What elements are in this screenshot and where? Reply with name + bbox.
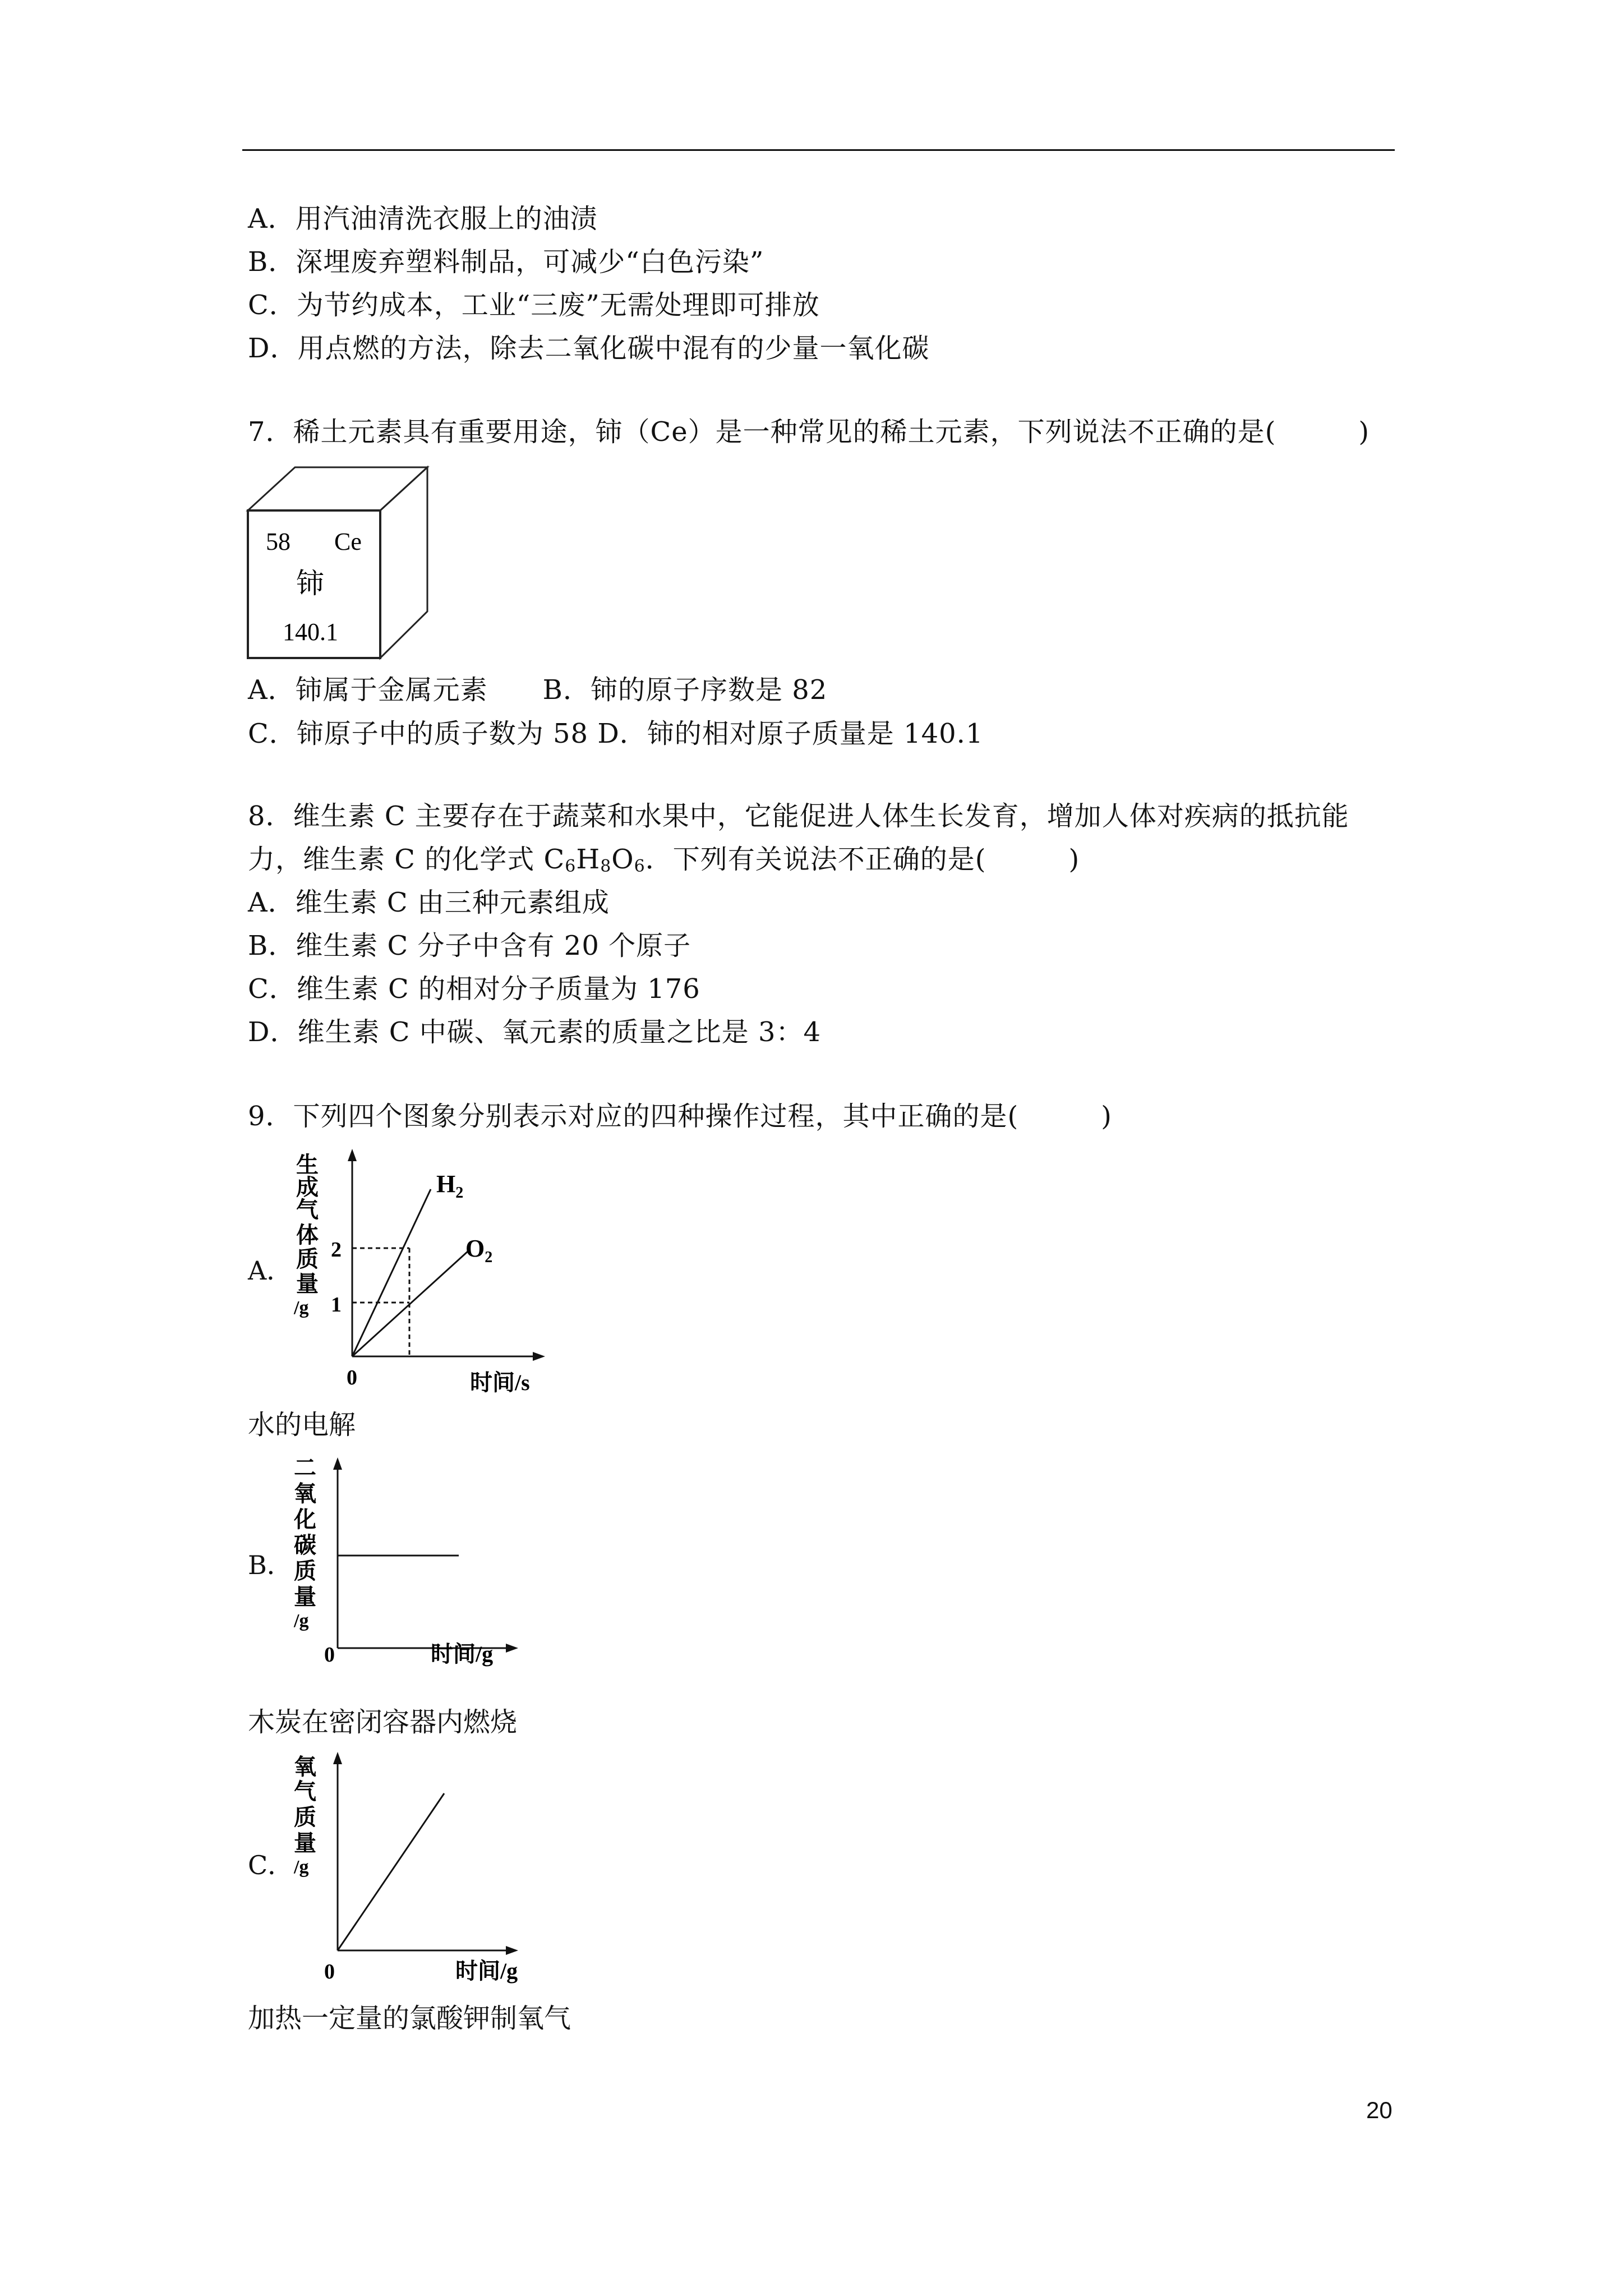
graph-a-ylabel-char: 质 xyxy=(296,1246,319,1272)
h2-label: $H_2$ xyxy=(436,1170,464,1202)
graph-a-ylabel-char: 成 xyxy=(296,1175,319,1200)
graph-a-tick-2: 2 xyxy=(331,1238,342,1262)
q8-option-b: B．维生素 C 分子中含有 20 个原子 xyxy=(248,930,691,961)
graph-a-ylabel-char: 体 xyxy=(296,1222,319,1248)
graph-b-charcoal-combustion xyxy=(292,1453,533,1688)
graph-b-yunit: /g xyxy=(294,1611,309,1631)
q6-option-d: D．用点燃的方法，除去二氧化碳中混有的少量一氧化碳 xyxy=(248,333,930,364)
element-cell-cerium xyxy=(245,463,435,665)
graph-a-water-electrolysis xyxy=(292,1144,555,1402)
graph-a-label: A． xyxy=(248,1255,293,1286)
element-name: 铈 xyxy=(296,568,324,599)
o2-label: $O_2$ xyxy=(465,1235,493,1266)
q8-stem-line2: 力，维生素 C 的化学式 $C_6H_8O_6$．下列有关说法不正确的是( ) xyxy=(248,844,1080,876)
graph-b-ylabel-char: 氧 xyxy=(294,1481,316,1506)
graph-a-xlabel: 时间/s xyxy=(470,1370,530,1395)
q7-stem: 7．稀土元素具有重要用途，铈（Ce）是一种常见的稀土元素，下列说法不正确的是( ) xyxy=(248,416,1370,448)
graph-b-ylabel-char: 二 xyxy=(294,1455,316,1480)
atomic-number: 58 xyxy=(266,528,291,555)
graph-b-ylabel-char: 量 xyxy=(294,1584,316,1609)
q8-option-d: D．维生素 C 中碳、氧元素的质量之比是 3：4 xyxy=(248,1016,822,1048)
q9-stem: 9．下列四个图象分别表示对应的四种操作过程，其中正确的是( ) xyxy=(248,1101,1112,1132)
q8-option-c: C．维生素 C 的相对分子质量为 176 xyxy=(248,973,700,1005)
graph-a-caption: 水的电解 xyxy=(248,1409,356,1441)
graph-c-ylabel-char: 气 xyxy=(294,1779,316,1804)
graph-c-caption: 加热一定量的氯酸钾制氧气 xyxy=(248,2003,571,2034)
page-number: 20 xyxy=(1366,2097,1393,2123)
graph-a-ylabel-char: 量 xyxy=(296,1271,319,1296)
graph-a-ylabel-char: 生 xyxy=(296,1152,319,1177)
q6-option-c: C．为节约成本，工业“三废”无需处理即可排放 xyxy=(248,289,820,321)
graph-c-label: C． xyxy=(248,1850,294,1880)
q7-options-line1: A．铈属于金属元素 B．铈的原子序数是 82 xyxy=(248,674,828,706)
atomic-mass: 140.1 xyxy=(283,618,338,646)
graph-b-xlabel: 时间/g xyxy=(431,1641,494,1667)
graph-c-yunit: /g xyxy=(294,1857,309,1878)
graph-b-label: B． xyxy=(248,1550,293,1580)
graph-b-ylabel-char: 化 xyxy=(294,1507,316,1532)
q8-stem-line1: 8．维生素 C 主要存在于蔬菜和水果中，它能促进人体生长发育，增加人体对疾病的抵抗能 xyxy=(248,800,1349,832)
q7-options-line2: C．铈原子中的质子数为 58 D．铈的相对原子质量是 140.1 xyxy=(248,718,984,749)
q8-option-a: A．维生素 C 由三种元素组成 xyxy=(248,887,610,918)
graph-a-tick-1: 1 xyxy=(331,1293,342,1317)
graph-b-caption: 木炭在密闭容器内燃烧 xyxy=(248,1706,518,1738)
graph-c-ylabel-char: 量 xyxy=(294,1830,316,1856)
oxygen-mass-line xyxy=(338,1793,444,1950)
graph-c-xlabel: 时间/g xyxy=(455,1958,518,1984)
q6-option-a: A．用汽油清洗衣服上的油渍 xyxy=(248,203,598,234)
graph-c-ylabel-char: 质 xyxy=(294,1805,316,1830)
graph-b-ylabel-char: 碳 xyxy=(294,1533,316,1558)
header-rule xyxy=(242,149,1395,151)
graph-c-origin: 0 xyxy=(324,1960,335,1984)
graph-a-yunit: /g xyxy=(294,1297,309,1318)
graph-b-origin: 0 xyxy=(324,1643,335,1667)
graph-b-ylabel-char: 质 xyxy=(294,1558,316,1584)
element-symbol: Ce xyxy=(334,528,362,555)
graph-c-ylabel-char: 氧 xyxy=(294,1754,316,1779)
graph-a-origin: 0 xyxy=(347,1366,357,1389)
graph-c-potassium-chlorate xyxy=(292,1747,533,1989)
graph-a-ylabel-char: 气 xyxy=(296,1197,319,1222)
h2-line xyxy=(352,1189,431,1356)
q6-option-b: B．深埋废弃塑料制品，可减少“白色污染” xyxy=(248,246,764,278)
